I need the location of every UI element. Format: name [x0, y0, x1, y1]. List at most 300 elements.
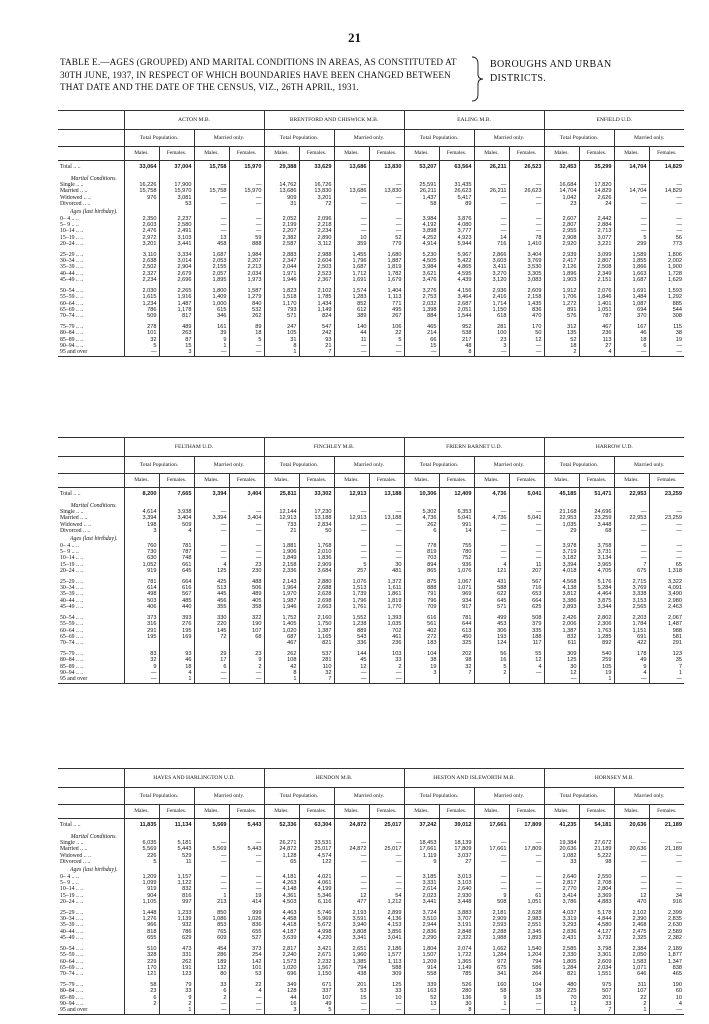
table-cell: 2,698: [299, 598, 334, 604]
males-header: Males.: [544, 805, 579, 819]
table-cell: —: [509, 349, 544, 356]
table-cell: 2,002: [649, 258, 684, 264]
table-cell: 13,830: [299, 188, 334, 194]
table-cell: 2,836: [544, 929, 579, 935]
table-cell: 15: [404, 343, 439, 349]
table-cell: —: [474, 528, 509, 534]
table-cell: 3,769: [509, 258, 544, 264]
table-cell: 755: [439, 543, 474, 549]
table-cell: [439, 676, 474, 683]
table-cell: —: [194, 509, 229, 515]
table-cell: 2,237: [159, 216, 194, 222]
table-cell: 123: [649, 651, 684, 657]
table-cell: 4,080: [439, 222, 474, 228]
table-cell: [474, 208, 509, 216]
table-cell: 588: [474, 585, 509, 591]
table-cell: [334, 832, 369, 840]
table-cell: 15,758: [194, 161, 229, 175]
table-cell: [544, 174, 579, 182]
table-cell: 13,686: [334, 188, 369, 194]
table-cell: [614, 866, 649, 874]
table-cell: 167: [614, 324, 649, 330]
table-cell: —: [509, 1007, 544, 1014]
table-cell: 932: [159, 922, 194, 928]
age-row: [58, 1007, 684, 1014]
table-cell: 160: [474, 982, 509, 988]
table-cell: 1,896: [544, 271, 579, 277]
table-cell: 33,302: [299, 488, 334, 502]
table-cell: 1,434: [299, 301, 334, 307]
total-population-header: Total Population.: [544, 788, 614, 805]
table-cell: 4,156: [439, 288, 474, 294]
row-label: 65–69 .. ..: [60, 306, 84, 313]
table-cell: 33: [579, 1001, 614, 1007]
row-label: 90–94 .. ..: [60, 342, 84, 349]
table-cell: 458: [194, 241, 229, 247]
total-population-header: Total Population.: [264, 130, 334, 147]
table-cell: —: [474, 222, 509, 228]
table-cell: 125: [369, 982, 404, 988]
table-cell: 5,422: [439, 258, 474, 264]
table-cell: 3,808: [334, 929, 369, 935]
table-cell: 14,704: [614, 161, 649, 175]
row-label: 20–24 .. ..: [60, 241, 84, 248]
table-cell: 1,946: [264, 277, 299, 283]
table-cell: 330: [194, 615, 229, 621]
table-cell: 1,284: [474, 952, 509, 958]
table-cell: 3,386: [544, 598, 579, 604]
table-cell: 6: [404, 528, 439, 534]
table-cell: 15,970: [159, 188, 194, 194]
table-cell: 3,639: [264, 935, 299, 941]
married-only-header: Married only.: [474, 457, 544, 474]
table-cell: —: [194, 216, 229, 222]
table-cell: 247: [264, 324, 299, 330]
table-cell: 4,505: [404, 258, 439, 264]
table-cell: 122: [299, 859, 334, 865]
table-cell: 3,153: [614, 598, 649, 604]
table-cell: 969: [439, 591, 474, 597]
table-cell: 331: [159, 952, 194, 958]
table-cell: 3,404: [509, 252, 544, 258]
table-cell: 2,589: [649, 929, 684, 935]
table-cell: 1,887: [369, 258, 404, 264]
total-row: [58, 488, 684, 502]
table-cell: —: [614, 874, 649, 880]
married-only-header: Married only.: [614, 130, 684, 147]
area-header: EALING M.B.: [404, 111, 544, 130]
table-cell: 1: [544, 1007, 579, 1014]
table-cell: 644: [439, 621, 474, 627]
table-cell: [509, 866, 544, 874]
table-cell: —: [229, 880, 264, 886]
table-cell: 3,724: [404, 910, 439, 916]
table-cell: 3,013: [439, 874, 474, 880]
table-cell: 3,103: [159, 235, 194, 241]
table-cell: 2,834: [299, 522, 334, 528]
table-cell: 1,393: [369, 615, 404, 621]
table-cell: 20,636: [614, 846, 649, 852]
table-cell: 254: [229, 952, 264, 958]
table-cell: 38: [509, 988, 544, 994]
table-cell: 10,306: [404, 488, 439, 502]
table-cell: 50: [299, 528, 334, 534]
table-cell: 2,044: [264, 264, 299, 270]
table-cell: 1,000: [194, 301, 229, 307]
table-cell: 675: [614, 568, 649, 574]
table-cell: 2,417: [544, 258, 579, 264]
table-cell: [509, 832, 544, 840]
table-cell: [369, 501, 404, 509]
table-cell: 16: [264, 1001, 299, 1007]
table-cell: 189: [194, 959, 229, 965]
table-cell: 2,628: [299, 591, 334, 597]
table-cell: 7,665: [159, 488, 194, 502]
males-header: Males.: [124, 147, 159, 161]
table-cell: 13,188: [369, 515, 404, 521]
row-label: 65–69 .. ..: [60, 964, 84, 971]
table-cell: 3: [264, 1007, 299, 1014]
table-cell: 1,178: [159, 307, 194, 313]
table-cell: 33: [159, 988, 194, 994]
table-cell: 1,574: [334, 288, 369, 294]
table-cell: —: [124, 349, 159, 356]
table-cell: 38: [649, 330, 684, 336]
females-header: Females.: [579, 147, 614, 161]
table-cell: —: [474, 195, 509, 201]
table-cell: 2,593: [474, 922, 509, 928]
table-cell: —: [509, 670, 544, 676]
table-cell: 25,017: [369, 846, 404, 852]
table-cell: 195: [159, 628, 194, 634]
table-cell: 3,769: [614, 585, 649, 591]
table-cell: 2,160: [299, 615, 334, 621]
table-cell: 5,443: [159, 846, 194, 852]
table-cell: 875: [404, 579, 439, 585]
females-header: Females.: [159, 474, 194, 488]
table-cell: 355: [194, 604, 229, 610]
table-cell: 616: [159, 585, 194, 591]
table-cell: 12: [614, 893, 649, 899]
table-cell: 281: [474, 324, 509, 330]
table-cell: —: [649, 182, 684, 188]
table-cell: 46: [614, 330, 649, 336]
females-header: Females.: [439, 474, 474, 488]
table-cell: —: [194, 349, 229, 356]
table-cell: —: [614, 201, 649, 207]
table-cell: 16: [474, 657, 509, 663]
table-cell: 3,448: [439, 899, 474, 905]
table-cell: —: [229, 676, 264, 683]
corner-cell: [58, 769, 124, 788]
table-cell: 66: [404, 337, 439, 343]
table-cell: 56: [649, 235, 684, 241]
row-label: 85–89 .. ..: [60, 994, 84, 1001]
table-cell: 456: [194, 598, 229, 604]
table-cell: 257: [334, 568, 369, 574]
table-cell: —: [369, 853, 404, 859]
table-cell: —: [649, 343, 684, 349]
table-cell: 18,453: [404, 840, 439, 846]
table-cell: 778: [404, 543, 439, 549]
males-header: Males.: [544, 147, 579, 161]
table-cell: 2,367: [299, 277, 334, 283]
table-cell: 18: [544, 343, 579, 349]
row-label: 50–54 .. ..: [60, 287, 84, 294]
males-header: Males.: [474, 474, 509, 488]
table-cell: 2,475: [614, 929, 649, 935]
table-cell: —: [334, 859, 369, 865]
table-cell: —: [474, 1007, 509, 1014]
table-cell: 1,804: [404, 946, 439, 952]
table-cell: 1,836: [299, 555, 334, 561]
table-cell: 2,143: [264, 579, 299, 585]
table-cell: 5,672: [299, 922, 334, 928]
table-cell: 1,292: [649, 294, 684, 300]
table-cell: 106: [369, 324, 404, 330]
table-cell: —: [369, 222, 404, 228]
table-cell: 1,285: [579, 634, 614, 640]
table-title-bracket: [490, 58, 670, 85]
total-population-header: Total Population.: [124, 130, 194, 147]
table-cell: —: [649, 840, 684, 846]
table-cell: 481: [369, 568, 404, 574]
table-cell: 1,739: [334, 591, 369, 597]
table-cell: 892: [579, 640, 614, 646]
table-cell: 3,081: [159, 195, 194, 201]
table-cell: 544: [649, 307, 684, 313]
females-header: Females.: [229, 805, 264, 819]
table-cell: 1,750: [299, 621, 334, 627]
table-cell: 23,259: [649, 488, 684, 502]
table-cell: 22,953: [544, 515, 579, 521]
table-cell: 8,200: [124, 488, 159, 502]
table-cell: 19,384: [544, 840, 579, 846]
table-cell: 26,623: [509, 188, 544, 194]
table-cell: 1,042: [544, 195, 579, 201]
table-cell: [124, 832, 159, 840]
row-label: Married .. ..: [60, 515, 88, 522]
table-cell: 52: [369, 235, 404, 241]
table-cell: —: [649, 228, 684, 234]
table-cell: 72: [194, 634, 229, 640]
table-cell: [229, 501, 264, 509]
table-cell: 716: [509, 585, 544, 591]
table-cell: 63,564: [439, 161, 474, 175]
table-cell: 2: [159, 1001, 194, 1007]
table-cell: 1,912: [544, 288, 579, 294]
table-cell: —: [194, 222, 229, 228]
table-cell: [439, 832, 474, 840]
table-cell: 25,811: [264, 488, 299, 502]
table-cell: 32,453: [544, 161, 579, 175]
table-cell: 785: [439, 971, 474, 977]
table-cell: 618: [474, 313, 509, 319]
table-cell: 3,344: [579, 604, 614, 610]
table-cell: —: [229, 549, 264, 555]
table-cell: 2,006: [544, 621, 579, 627]
table-cell: 773: [649, 241, 684, 247]
table-cell: 107: [229, 628, 264, 634]
table-cell: —: [509, 555, 544, 561]
table-cell: 5,967: [439, 252, 474, 258]
table-cell: 567: [509, 579, 544, 585]
table-cell: 2,416: [474, 294, 509, 300]
table-cell: 529: [159, 853, 194, 859]
table-cell: —: [509, 874, 544, 880]
married-only-header: Married only.: [194, 788, 264, 805]
table-cell: 309: [544, 651, 579, 657]
table-cell: 9: [404, 859, 439, 865]
table-cell: 3,270: [474, 271, 509, 277]
table-cell: 3,276: [404, 288, 439, 294]
males-header: Males.: [124, 805, 159, 819]
males-header: Males.: [334, 805, 369, 819]
table-cell: 128: [264, 988, 299, 994]
table-cell: 17,809: [509, 819, 544, 833]
table-cell: —: [614, 555, 649, 561]
table-cell: 470: [509, 313, 544, 319]
table-cell: 509: [159, 522, 194, 528]
table-cell: 11: [334, 337, 369, 343]
table-cell: 1: [649, 670, 684, 676]
table-cell: 3,293: [544, 922, 579, 928]
area-header: ENFIELD U.D.: [544, 111, 684, 130]
table-cell: 1,387: [299, 628, 334, 634]
table-cell: 3,322: [649, 579, 684, 585]
table-cell: 5,178: [579, 910, 614, 916]
table-cell: —: [509, 222, 544, 228]
table-cell: —: [334, 216, 369, 222]
row-label: 5– 9 .. ..: [60, 222, 79, 229]
table-cell: 17,230: [299, 509, 334, 515]
table-cell: [124, 174, 159, 182]
table-cell: 3,984: [404, 216, 439, 222]
table-cell: —: [614, 859, 649, 865]
table-cell: 4,736: [404, 515, 439, 521]
males-header: Males.: [544, 474, 579, 488]
table-cell: 4,574: [299, 853, 334, 859]
table-cell: 3,394: [194, 515, 229, 521]
table-cell: 453: [474, 621, 509, 627]
table-cell: 220: [194, 621, 229, 627]
males-header: Males.: [194, 805, 229, 819]
table-cell: 12,913: [334, 488, 369, 502]
table-title: TABLE E.—AGES (GROUPED) AND MARITAL CONDITIONS IN AREAS, AS CONSTITUTED AT 30TH JUNE, 1937, IN RESPECT OF WHICH BOUNDARIES HAVE BEEN CHANGED BETWEEN THAT DATE AND THE DATE OF THE CENSUS, VIZ., 26TH APRIL, 1931.: [60, 57, 457, 93]
table-cell: 11: [509, 562, 544, 568]
table-cell: 824: [299, 313, 334, 319]
table-cell: 2,817: [544, 880, 579, 886]
table-cell: —: [474, 874, 509, 880]
table-cell: 431: [474, 579, 509, 585]
table-cell: 29: [194, 651, 229, 657]
table-cell: 17,900: [159, 182, 194, 188]
table-cell: 136: [439, 995, 474, 1001]
table-cell: 489: [229, 591, 264, 597]
table-cell: 14,704: [614, 188, 649, 194]
table-cell: —: [614, 509, 649, 515]
table-cell: 1,593: [649, 288, 684, 294]
table-cell: 337: [299, 988, 334, 994]
table-cell: —: [229, 859, 264, 865]
table-cell: —: [229, 543, 264, 549]
table-cell: 60: [649, 988, 684, 994]
married-only-header: Married only.: [334, 130, 404, 147]
table-cell: 262: [404, 522, 439, 528]
table-cell: 1,662: [474, 946, 509, 952]
table-cell: 588: [369, 965, 404, 971]
table-cell: 26,211: [474, 188, 509, 194]
females-header: Females.: [299, 147, 334, 161]
table-cell: 2,955: [544, 228, 579, 234]
table-cell: 2,349: [579, 271, 614, 277]
table-cell: 53: [159, 201, 194, 207]
table-cell: 9: [474, 893, 509, 899]
table-cell: 5,443: [229, 819, 264, 833]
table-cell: 1,507: [404, 952, 439, 958]
table-cell: 1,846: [579, 294, 614, 300]
table-cell: 1,279: [229, 294, 264, 300]
table-cell: 2,189: [649, 946, 684, 952]
table-cell: 3,037: [439, 853, 474, 859]
table-cell: 2,980: [649, 598, 684, 604]
table-cell: 2,265: [159, 288, 194, 294]
table-cell: 2,442: [579, 216, 614, 222]
males-header: Males.: [124, 474, 159, 488]
table-cell: 1,435: [509, 301, 544, 307]
females-header: Females.: [439, 805, 474, 819]
table-cell: 558: [404, 971, 439, 977]
table-cell: —: [194, 228, 229, 234]
table-cell: 7: [439, 670, 474, 676]
table-cell: 1,347: [649, 959, 684, 965]
table-cell: —: [369, 859, 404, 865]
table-cell: 646: [614, 971, 649, 977]
table-cell: 4,923: [439, 235, 474, 241]
table-cell: 2,126: [544, 264, 579, 270]
table-cell: —: [369, 195, 404, 201]
table-cell: —: [614, 543, 649, 549]
table-cell: 46: [159, 657, 194, 663]
table-cell: 2,508: [579, 264, 614, 270]
row-label: 35–39 .. ..: [60, 264, 84, 271]
table-cell: 2,930: [439, 893, 474, 899]
table-cell: 467: [579, 324, 614, 330]
table-cell: 1,113: [369, 294, 404, 300]
table-cell: 611: [544, 640, 579, 646]
table-cell: 281: [299, 657, 334, 663]
row-label: Married .. ..: [60, 188, 88, 195]
row-label: 65–69 .. ..: [60, 633, 84, 640]
table-cell: [649, 832, 684, 840]
table-cell: 339: [404, 982, 439, 988]
row-label: 90–94 .. ..: [60, 1000, 84, 1007]
table-cell: [194, 174, 229, 182]
table-cell: 34: [649, 893, 684, 899]
row-label: 0– 4 .. ..: [60, 542, 79, 549]
table-cell: 787: [159, 549, 194, 555]
table-cell: 19: [404, 664, 439, 670]
table-cell: 2,770: [544, 886, 579, 892]
table-cell: 537: [299, 651, 334, 657]
table-cell: 68: [579, 528, 614, 534]
table-cell: 5,230: [404, 252, 439, 258]
table-cell: 52,336: [264, 819, 299, 833]
table-cell: 1,855: [614, 258, 649, 264]
table-cell: 567: [159, 591, 194, 597]
females-header: Females.: [299, 805, 334, 819]
females-header: Females.: [579, 474, 614, 488]
